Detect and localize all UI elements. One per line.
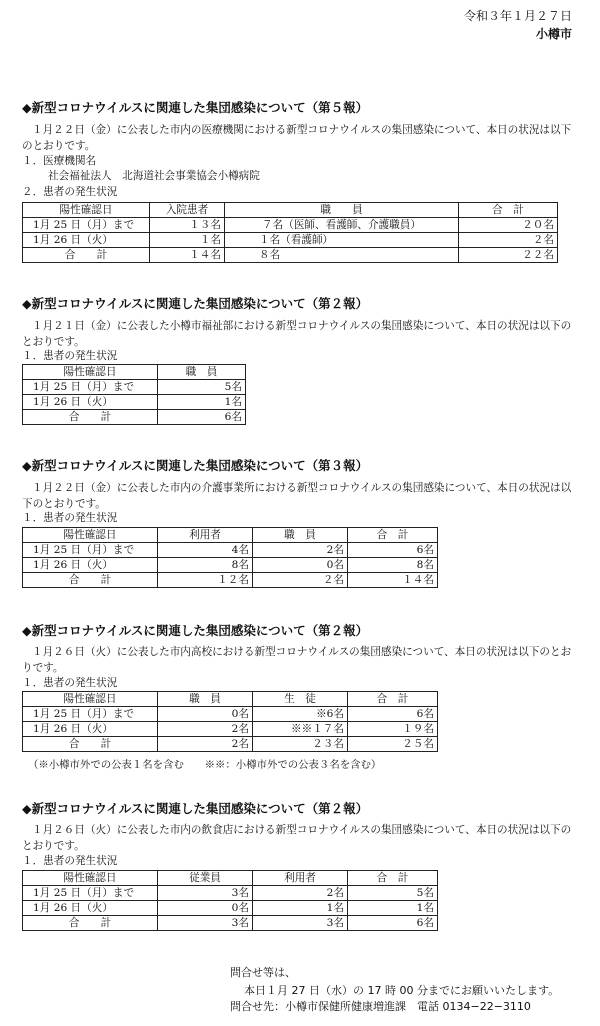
table-cell: 2名 [253, 543, 348, 558]
table-cell: 8名 [348, 558, 438, 573]
table-cell: 3名 [253, 916, 348, 931]
table-cell: 5名 [158, 380, 246, 395]
table-header: 陽性確認日 [23, 871, 158, 886]
table-header: 職 員 [158, 692, 253, 707]
table-header: 利用者 [253, 871, 348, 886]
section-paragraph: １月２２日（金）に公表した市内の介護事業所における新型コロナウイルスの集団感染について、本日の状況は以下のとおりです。 [22, 482, 572, 510]
table-cell: ２３名 [253, 737, 348, 752]
table-total-row [23, 916, 438, 931]
table-total-row [23, 248, 558, 263]
table-cell: 1月 26 日（火） [23, 395, 158, 410]
table-cell: 0名 [253, 558, 348, 573]
table-row [23, 886, 438, 901]
facility-name: 社会福祉法人 北海道社会事業協会小樽病院 [48, 170, 260, 182]
table-cell: 0名 [158, 901, 253, 916]
table-cell: 0名 [158, 707, 253, 722]
item-heading: １．医療機関名 [22, 155, 97, 167]
table-header: 従業員 [158, 871, 253, 886]
table-header: 生 徒 [253, 692, 348, 707]
table-cell: 1月 26 日（火） [23, 901, 158, 916]
table-header-row [23, 365, 246, 380]
section-paragraph: １月２６日（火）に公表した市内の飲食店における新型コロナウイルスの集団感染について、本日の状況は以下のとおりです。 [22, 824, 572, 852]
table-cell: ２０名 [459, 218, 558, 233]
table-header: 入院患者 [150, 203, 225, 218]
cases-table [22, 870, 438, 931]
table-cell: １４名 [150, 248, 225, 263]
section-title: ◆新型コロナウイルスに関連した集団感染について（第２報） [22, 623, 369, 638]
table-cell: 合 計 [23, 248, 150, 263]
item-heading: １．患者の発生状況 [22, 512, 118, 524]
table-header: 陽性確認日 [23, 692, 158, 707]
table-cell: 1月 25 日（月）まで [23, 380, 158, 395]
cases-table [22, 202, 558, 263]
table-header: 陽性確認日 [23, 365, 158, 380]
table-cell: 6名 [348, 916, 438, 931]
table-cell: １４名 [348, 573, 438, 588]
table-cell: ※※１７名 [253, 722, 348, 737]
table-header: 合 計 [348, 528, 438, 543]
table-row [23, 707, 438, 722]
item-heading: １．患者の発生状況 [22, 350, 118, 362]
issuing-organization: 小樽市 [535, 27, 572, 41]
table-cell: 2名 [158, 737, 253, 752]
table-header: 陽性確認日 [23, 203, 150, 218]
table-cell: 1月 25 日（月）まで [23, 886, 158, 901]
table-header: 陽性確認日 [23, 528, 158, 543]
table-cell: 2名 [253, 886, 348, 901]
table-cell: 3名 [158, 886, 253, 901]
table-row [23, 543, 438, 558]
item-heading: １．患者の発生状況 [22, 677, 118, 689]
table-header: 職 員 [225, 203, 459, 218]
table-cell: ２名 [253, 573, 348, 588]
table-cell: ２５名 [348, 737, 438, 752]
section-paragraph: １月２６日（火）に公表した市内高校における新型コロナウイルスの集団感染について、本日の状況は以下のとおりです。 [22, 646, 572, 674]
cases-table [22, 691, 438, 752]
table-cell: 6名 [348, 543, 438, 558]
section-title: ◆新型コロナウイルスに関連した集団感染について（第３報） [22, 458, 369, 473]
item-heading: １．患者の発生状況 [22, 855, 118, 867]
contact-deadline: 本日１月 27 日（水）の 17 時 00 分までにお願いいたします。 [244, 984, 560, 997]
document-date: 令和３年１月２７日 [463, 9, 572, 23]
section-paragraph: １月２１日（金）に公表した小樽市福祉部における新型コロナウイルスの集団感染について、本日の状況は以下のとおりです。 [22, 320, 572, 348]
table-cell: 1月 26 日（火） [23, 558, 158, 573]
table-footnote: （※小樽市外での公表１名を含む ※※：小樽市外での公表３名を含む） [28, 759, 382, 771]
table-cell: １９名 [348, 722, 438, 737]
table-cell: １２名 [158, 573, 253, 588]
table-header: 合 計 [459, 203, 558, 218]
table-cell: 1月 25 日（月）まで [23, 543, 158, 558]
item-heading: ２．患者の発生状況 [22, 186, 118, 198]
table-total-row [23, 737, 438, 752]
table-cell: 6名 [158, 410, 246, 425]
table-header: 合 計 [348, 871, 438, 886]
table-header: 合 計 [348, 692, 438, 707]
section-title: ◆新型コロナウイルスに関連した集団感染について（第２報） [22, 801, 369, 816]
table-cell: 合 計 [23, 916, 158, 931]
table-cell: 1月 25 日（月）まで [23, 218, 150, 233]
table-cell: 5名 [348, 886, 438, 901]
table-header-row [23, 528, 438, 543]
table-cell: ２２名 [459, 248, 558, 263]
table-row [23, 380, 246, 395]
contact-info: 問合せ先：小樽市保健所健康増進課 電話 0134−22−3110 [230, 1000, 531, 1013]
table-header: 職 員 [253, 528, 348, 543]
cases-table [22, 364, 246, 425]
table-row [23, 233, 558, 248]
table-cell: １名 [150, 233, 225, 248]
table-total-row [23, 410, 246, 425]
table-cell: ２名 [459, 233, 558, 248]
table-cell: 1月 26 日（火） [23, 722, 158, 737]
cases-table [22, 527, 438, 588]
table-header: 利用者 [158, 528, 253, 543]
table-row [23, 558, 438, 573]
table-header-row [23, 871, 438, 886]
table-cell: 6名 [348, 707, 438, 722]
table-cell: 2名 [158, 722, 253, 737]
table-header-row [23, 692, 438, 707]
table-cell: １名（看護師） [225, 233, 459, 248]
table-total-row [23, 573, 438, 588]
table-cell: ※6名 [253, 707, 348, 722]
section-paragraph: １月２２日（金）に公表した市内の医療機関における新型コロナウイルスの集団感染について、本日の状況は以下のとおりです。 [22, 124, 572, 152]
table-cell: 3名 [158, 916, 253, 931]
table-cell: 合 計 [23, 737, 158, 752]
table-row [23, 218, 558, 233]
table-cell: 1月 25 日（月）まで [23, 707, 158, 722]
table-cell: 合 計 [23, 573, 158, 588]
table-cell: 8名 [158, 558, 253, 573]
table-cell: 1名 [348, 901, 438, 916]
table-cell: 1月 26 日（火） [23, 233, 150, 248]
table-cell: １３名 [150, 218, 225, 233]
table-header: 職 員 [158, 365, 246, 380]
table-cell: 4名 [158, 543, 253, 558]
table-row [23, 395, 246, 410]
table-cell: 合 計 [23, 410, 158, 425]
table-cell: 1名 [158, 395, 246, 410]
table-cell: ８名 [225, 248, 459, 263]
table-row [23, 722, 438, 737]
section-title: ◆新型コロナウイルスに関連した集団感染について（第５報） [22, 100, 369, 115]
table-cell: 1名 [253, 901, 348, 916]
table-cell: ７名（医師、看護師、介護職員） [225, 218, 459, 233]
section-title: ◆新型コロナウイルスに関連した集団感染について（第２報） [22, 296, 369, 311]
contact-intro: 問合せ等は、 [230, 966, 296, 979]
table-header-row [23, 203, 558, 218]
table-row [23, 901, 438, 916]
